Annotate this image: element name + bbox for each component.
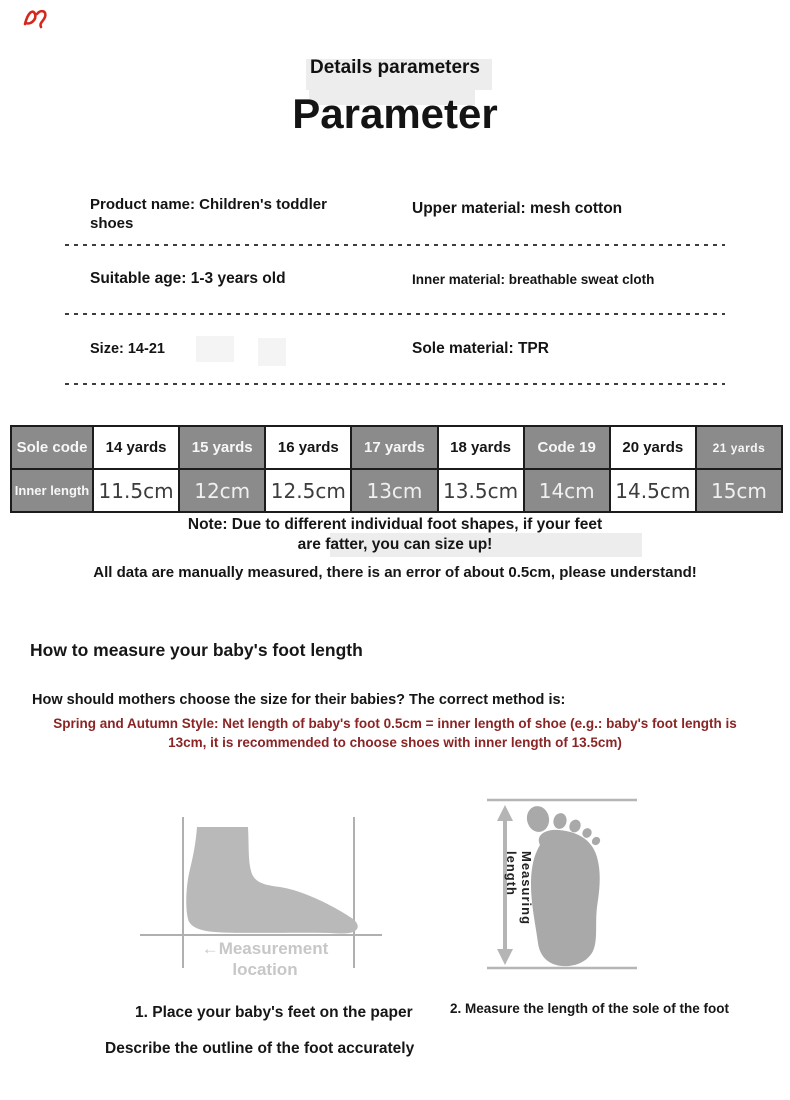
- size-note-line2: are fatter, you can size up!: [297, 536, 493, 553]
- spec-suitable-age: Suitable age: 1-3 years old: [90, 270, 286, 287]
- size-col-header: 17 yards: [351, 426, 437, 469]
- sole-code-header: Sole code: [11, 426, 93, 469]
- watermark-smudge: [258, 338, 286, 366]
- measurement-disclaimer: All data are manually measured, there is an error of about 0.5cm, please understand!: [93, 564, 697, 581]
- size-table-code-row: [11, 426, 782, 469]
- inner-length-value: 15cm: [710, 478, 767, 503]
- foot-silhouette: [186, 827, 357, 934]
- spec-upper-material: Upper material: mesh cotton: [412, 200, 623, 217]
- inner-length-value: 11.5cm: [98, 478, 174, 503]
- size-col-header: 21 yards: [696, 426, 782, 469]
- dashed-divider: [65, 383, 725, 385]
- size-table-length-row: [11, 469, 782, 512]
- inner-length-value: 13cm: [366, 478, 423, 503]
- size-col-header: 20 yards: [610, 426, 696, 469]
- inner-length-value: 12.5cm: [270, 478, 346, 503]
- spec-inner-material: Inner material: breathable sweat cloth: [412, 272, 655, 287]
- measure-guide-method: Spring and Autumn Style: Net length of baby's foot 0.5cm = inner length of shoe (e.g.: baby's foot length is 13cm, it is recommended to choose shoes with inner length of 13.5cm): [53, 716, 737, 750]
- footprint-illustration: [470, 785, 670, 990]
- red-scribble-icon: [20, 5, 50, 36]
- measuring-length-label: Measuring length: [504, 851, 534, 926]
- inner-length-header: Inner length: [11, 469, 93, 512]
- size-col-header: 14 yards: [93, 426, 179, 469]
- foot-sole-diagram: [470, 785, 670, 990]
- step1-subtext: Describe the outline of the foot accurately: [105, 1040, 415, 1057]
- size-col-header: Code 19: [524, 426, 610, 469]
- footprint-shape: [525, 804, 602, 966]
- page-title: Parameter: [292, 90, 498, 137]
- foot-side-diagram: [130, 795, 410, 995]
- dashed-divider: [65, 313, 725, 315]
- inner-length-value: 13.5cm: [443, 478, 519, 503]
- spec-sole-material: Sole material: TPR: [412, 340, 549, 357]
- inner-length-value: 14.5cm: [615, 478, 691, 503]
- size-col-header: 16 yards: [265, 426, 351, 469]
- inner-length-value: 14cm: [538, 478, 595, 503]
- step2-text: 2. Measure the length of the sole of the foot: [450, 1001, 730, 1016]
- size-table: [10, 425, 783, 513]
- watermark-smudge: [196, 336, 234, 362]
- spec-size-range: Size: 14-21: [90, 341, 165, 357]
- inner-length-value: 12cm: [194, 478, 251, 503]
- measure-guide-heading: How to measure your baby's foot length: [30, 640, 363, 660]
- measurement-location-caption: ←Measurement location: [201, 939, 329, 979]
- size-col-header: 15 yards: [179, 426, 265, 469]
- spec-product-name: Product name: Children's toddler shoes: [90, 196, 327, 232]
- details-parameters-subtitle: Details parameters: [309, 57, 481, 78]
- step1-text: 1. Place your baby's feet on the paper: [135, 1004, 413, 1021]
- measure-guide-question: How should mothers choose the size for their babies? The correct method is:: [32, 692, 566, 708]
- size-col-header: 18 yards: [438, 426, 524, 469]
- dashed-divider: [65, 244, 725, 246]
- size-note-line1: Note: Due to different individual foot shapes, if your feet: [187, 516, 603, 533]
